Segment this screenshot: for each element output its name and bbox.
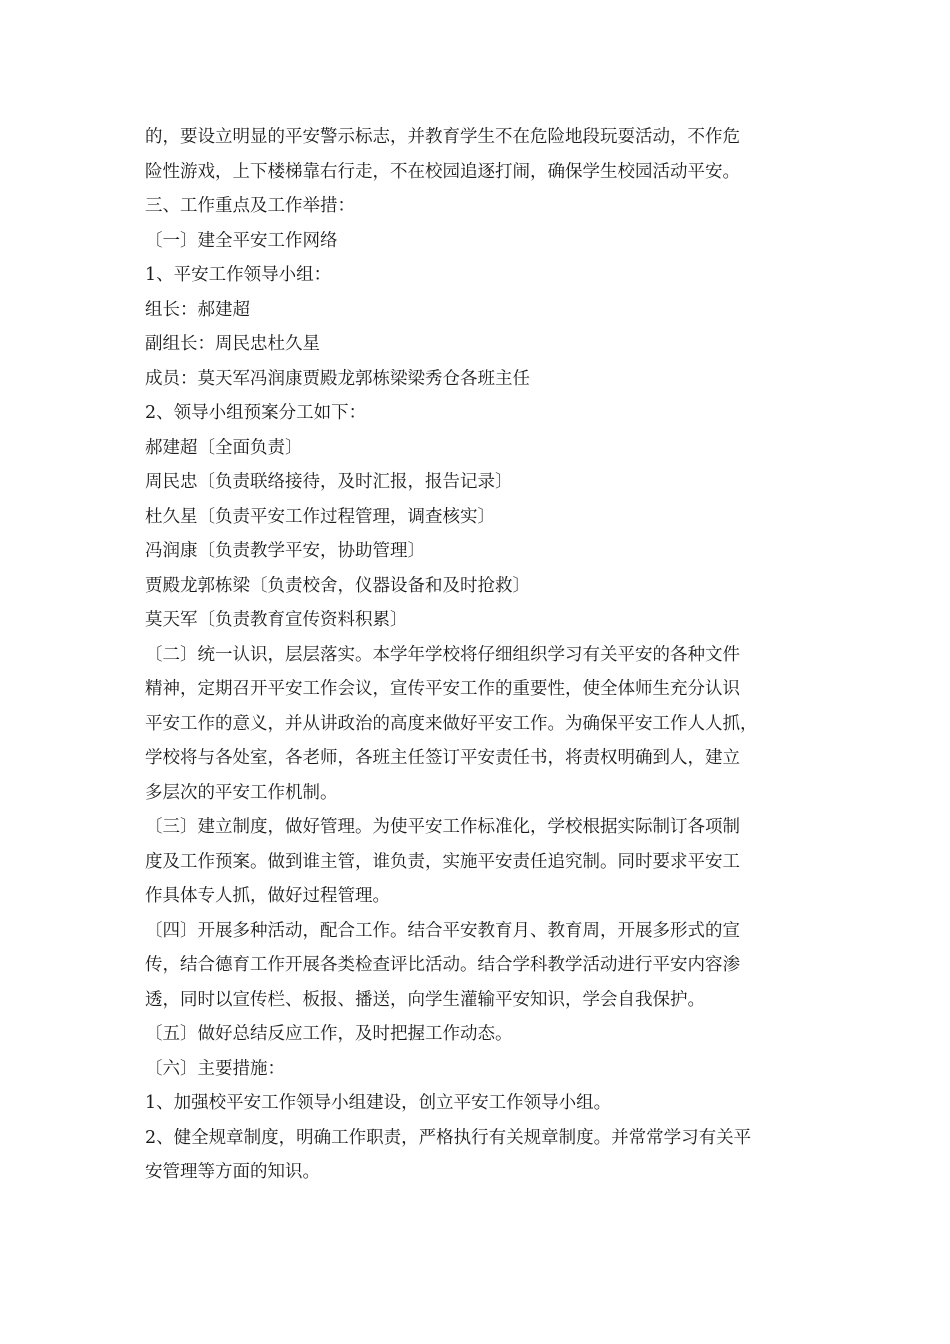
text-line: 的，要设立明显的平安警示标志，并教育学生不在危险地段玩耍活动，不作危 (145, 127, 740, 147)
paragraph-line: 传，结合德育工作开展各类检查评比活动。结合学科教学活动进行平安内容渗 (145, 955, 740, 975)
list-item: 2、健全规章制度，明确工作职责，严格执行有关规章制度。并常常学习有关平 (145, 1127, 752, 1148)
text-line: 2、领导小组预案分工如下： (145, 403, 367, 423)
paragraph-line: 〔五〕做好总结反应工作，及时把握工作动态。 (145, 1024, 513, 1044)
text-line: 贾殿龙郭栋梁〔负责校舍，仪器设备和及时抢救〕 (145, 575, 530, 596)
text-line: 险性游戏，上下楼梯靠右行走，不在校园追逐打闹，确保学生校园活动平安。 (145, 161, 740, 182)
paragraph-line: 学校将与各处室，各老师，各班主任签订平安责任书，将责权明确到人，建立 (145, 748, 740, 768)
paragraph-line: 度及工作预案。做到谁主管，谁负责，实施平安责任追究制。同时要求平安工 (145, 851, 740, 872)
text-line: 1、平安工作领导小组： (145, 265, 332, 285)
text-line: 成员：莫天军冯润康贾殿龙郭栋梁梁秀仓各班主任 (145, 368, 530, 389)
text-line: 副组长：周民忠杜久星 (145, 334, 320, 354)
text-line: 冯润康〔负责教学平安，协助管理〕 (145, 541, 425, 561)
text-line: 周民忠〔负责联络接待，及时汇报，报告记录〕 (145, 472, 513, 492)
list-item: 1、加强校平安工作领导小组建设，创立平安工作领导小组。 (145, 1093, 612, 1113)
paragraph-line: 作具体专人抓，做好过程管理。 (145, 886, 390, 906)
text-line: 杜久星〔负责平安工作过程管理，调查核实〕 (145, 506, 495, 527)
paragraph-line: 精神，定期召开平安工作会议，宣传平安工作的重要性，使全体师生充分认识 (145, 679, 740, 699)
paragraph-line: 平安工作的意义，并从讲政治的高度来做好平安工作。为确保平安工作人人抓， (145, 713, 758, 734)
paragraph-line: 〔三〕建立制度，做好管理。为使平安工作标准化，学校根据实际制订各项制 (145, 817, 740, 837)
paragraph-line: 〔二〕统一认识，层层落实。本学年学校将仔细组织学习有关平安的各种文件 (145, 644, 740, 665)
section-heading: 三、工作重点及工作举措： (145, 196, 355, 216)
paragraph-line: 〔四〕开展多种活动，配合工作。结合平安教育月、教育周，开展多形式的宣 (145, 920, 740, 941)
paragraph-line: 多层次的平安工作机制。 (145, 782, 338, 803)
document-body (145, 120, 815, 1190)
paragraph-line: 透，同时以宣传栏、板报、播送，向学生灌输平安知识，学会自我保护。 (145, 989, 705, 1010)
text-line: 莫天军〔负责教育宣传资料积累〕 (145, 610, 408, 630)
subsection-heading: 〔一〕建全平安工作网络 (145, 230, 338, 251)
list-item: 安管理等方面的知识。 (145, 1162, 320, 1182)
text-line: 组长：郝建超 (145, 299, 250, 320)
text-line: 郝建超〔全面负责〕 (145, 437, 303, 458)
subsection-heading: 〔六〕主要措施： (145, 1058, 285, 1079)
